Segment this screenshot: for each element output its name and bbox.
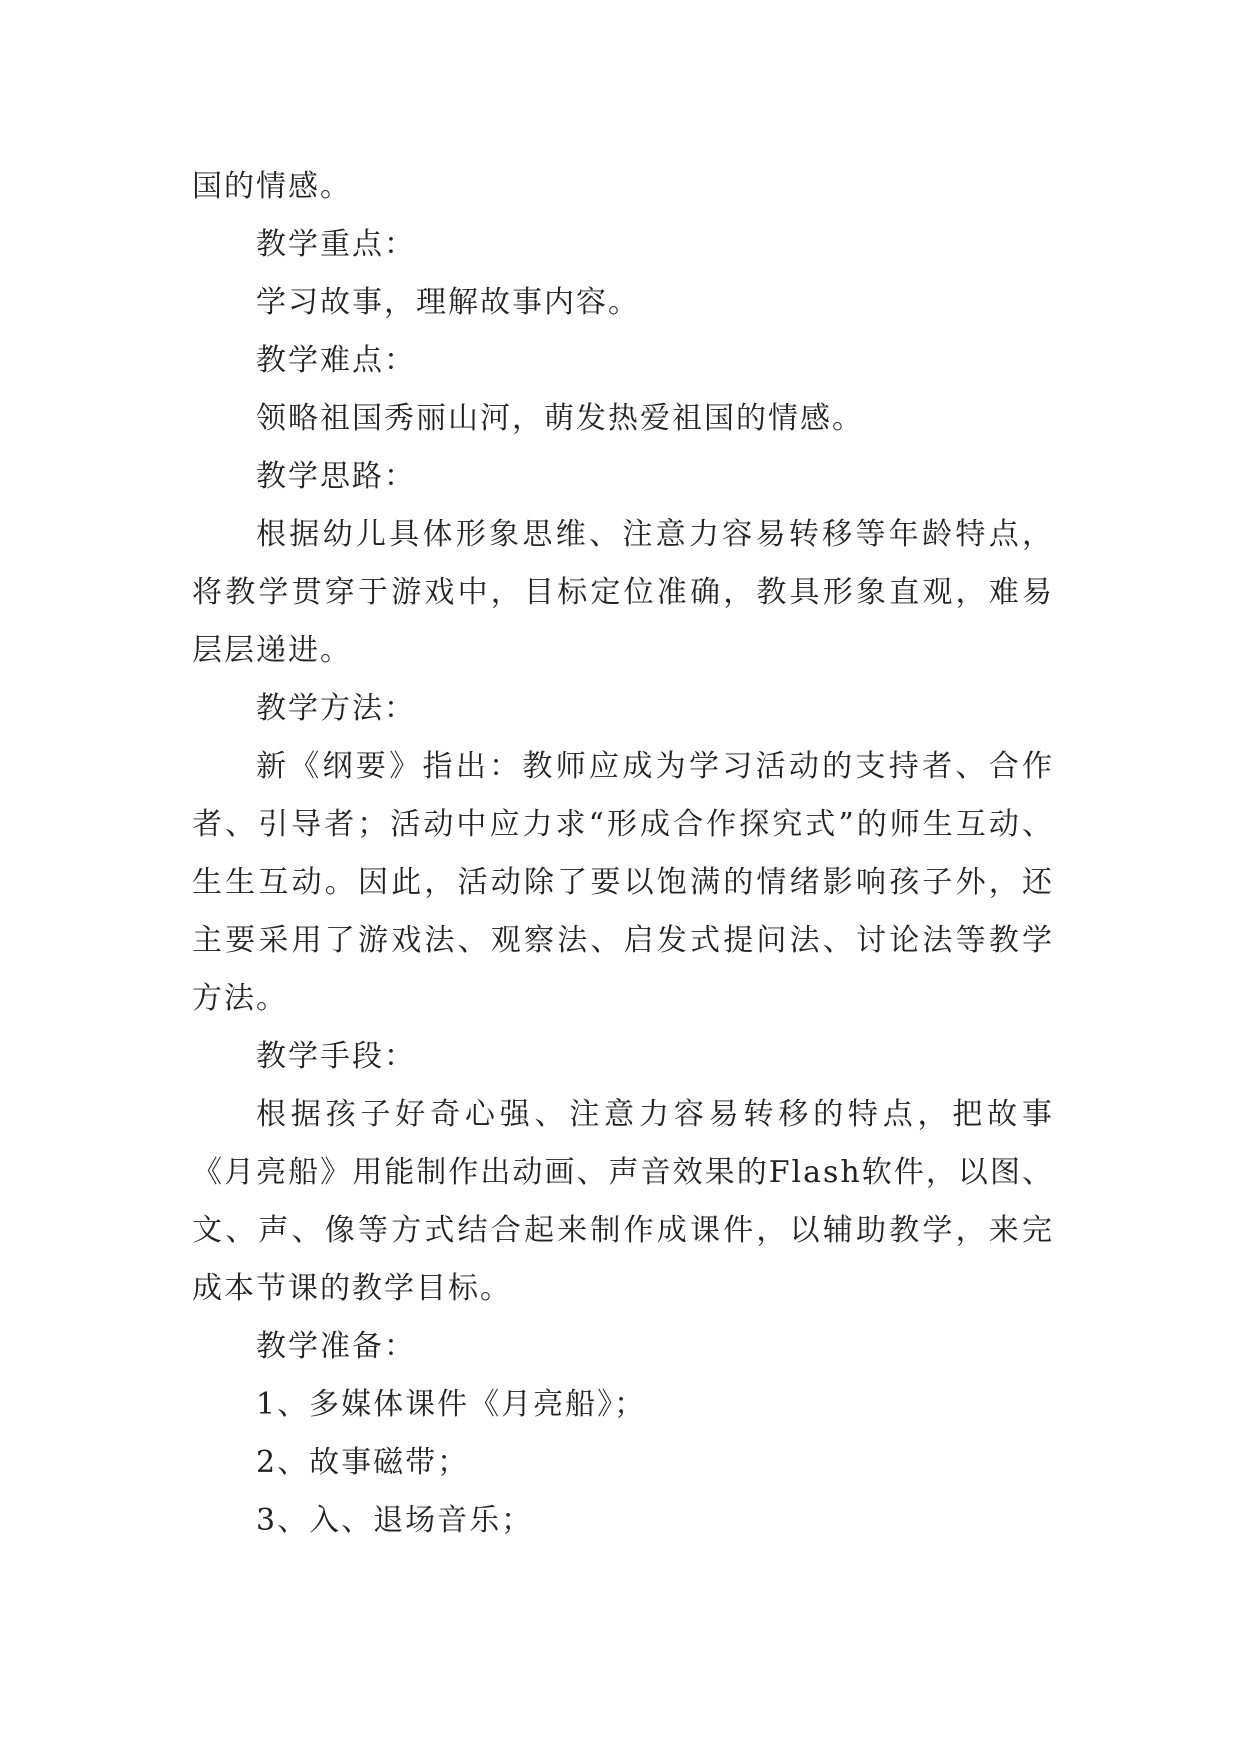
section-heading-teaching-means: 教学手段： (256, 1039, 416, 1074)
section-heading-teaching-difficulty: 教学难点： (256, 343, 416, 378)
section-heading-teaching-method: 教学方法： (256, 691, 416, 726)
paragraph-line: 生生互动。因此，活动除了要以饱满的情绪影响孩子外，还 (192, 865, 1054, 900)
paragraph-line: 方法。 (192, 981, 288, 1016)
paragraph-line: 层层递进。 (192, 633, 352, 668)
paragraph-line: 领略祖国秀丽山河，萌发热爱祖国的情感。 (256, 401, 864, 436)
paragraph-line: 将教学贯穿于游戏中，目标定位准确，教具形象直观，难易 (192, 575, 1054, 610)
document-body (192, 158, 1054, 1550)
paragraph-line: 根据幼儿具体形象思维、注意力容易转移等年龄特点， (256, 517, 1054, 552)
section-heading-teaching-preparation: 教学准备： (256, 1329, 416, 1364)
paragraph-line: 《月亮船》用能制作出动画、声音效果的Flash软件，以图、 (192, 1155, 1054, 1190)
section-heading-teaching-approach: 教学思路： (256, 459, 416, 494)
paragraph-line: 新《纲要》指出：教师应成为学习活动的支持者、合作 (256, 749, 1054, 784)
list-item: 2、故事磁带； (256, 1445, 470, 1480)
paragraph-line: 者、引导者；活动中应力求“形成合作探究式”的师生互动、 (192, 807, 1054, 842)
paragraph-line: 主要采用了游戏法、观察法、启发式提问法、讨论法等教学 (192, 923, 1054, 958)
paragraph-line: 国的情感。 (192, 169, 352, 204)
paragraph-line: 根据孩子好奇心强、注意力容易转移的特点，把故事 (256, 1097, 1054, 1132)
list-item: 1、多媒体课件《月亮船》； (256, 1387, 647, 1422)
list-item: 3、入、退场音乐； (256, 1503, 534, 1538)
paragraph-line: 成本节课的教学目标。 (192, 1271, 512, 1306)
section-heading-teaching-focus: 教学重点： (256, 227, 416, 262)
paragraph-line: 文、声、像等方式结合起来制作成课件，以辅助教学，来完 (192, 1213, 1054, 1248)
paragraph-line: 学习故事，理解故事内容。 (256, 285, 640, 320)
